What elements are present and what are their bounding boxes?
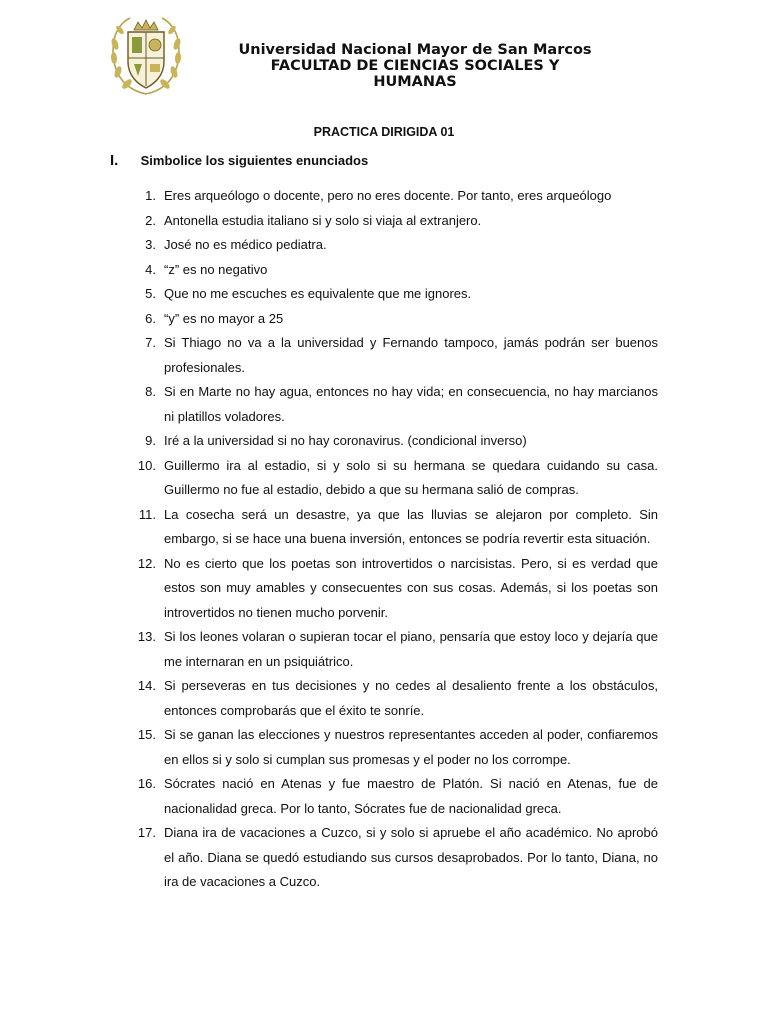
university-header <box>230 42 600 98</box>
item-number: 9. <box>145 433 156 448</box>
document-title: PRACTICA DIRIGIDA 01 <box>313 125 455 139</box>
item-number: 4. <box>145 261 156 277</box>
item-number: 12. <box>137 555 156 571</box>
list-item <box>134 772 658 821</box>
list-item <box>134 821 658 895</box>
item-number: 13. <box>137 629 156 644</box>
university-name: Universidad Nacional Mayor de San Marcos <box>238 42 592 58</box>
list-item <box>134 674 658 723</box>
item-text: Diana ira de vacaciones a Cuzco, si y solo si apruebe el año académico. No aprobó el año. Diana se quedó estudiando sus cursos desaprobados. Por lo tanto, Diana, no ira de vacaciones a Cuzco. <box>164 825 658 889</box>
faculty-name: FACULTAD DE CIENCIAS SOCIALES Y HUMANAS <box>270 58 560 90</box>
item-number: 16. <box>137 776 156 791</box>
exercise-list <box>134 184 658 895</box>
list-item <box>134 233 658 258</box>
item-text: Sócrates nació en Atenas y fue maestro de Platón. Si nació en Atenas, fue de nacionalidad greca. Por lo tanto, Sócrates fue de nacionalidad greca. <box>164 776 658 816</box>
list-item <box>134 625 658 674</box>
university-seal-icon <box>108 14 184 98</box>
item-text: Eres arqueólogo o docente, pero no eres docente. Por tanto, eres arqueólogo <box>164 188 612 203</box>
section-number: I. <box>110 152 119 169</box>
item-text: Si los leones volaran o supieran tocar el piano, pensaría que estoy loco y dejaría que me internaran en un psiquiátrico. <box>164 629 658 669</box>
item-number: 10. <box>137 457 156 473</box>
item-number: 5. <box>145 286 156 301</box>
item-text: No es cierto que los poetas son introvertidos o narcisistas. Pero, si es verdad que estos son muy amables y consecuentes con sus cosas. Además, si los poetas son introvertidos no tienen mucho porvenir. <box>164 555 658 620</box>
item-text: Iré a la universidad si no hay coronavirus. (condicional inverso) <box>164 433 527 448</box>
list-item <box>134 282 658 307</box>
item-number: 11. <box>138 506 156 522</box>
item-text: Si se ganan las elecciones y nuestros representantes acceden al poder, confiaremos en ellos si y solo si cumplan sus promesas y el poder no los corrompe. <box>164 727 658 767</box>
item-number: 6. <box>145 310 156 326</box>
item-number: 7. <box>145 335 156 350</box>
item-text: Que no me escuches es equivalente que me ignores. <box>164 286 472 301</box>
item-number: 3. <box>145 237 156 252</box>
item-text: José no es médico pediatra. <box>164 237 327 252</box>
item-number: 2. <box>145 212 156 228</box>
item-text: Si en Marte no hay agua, entonces no hay vida; en consecuencia, no hay marcianos ni platillos voladores. <box>164 384 658 424</box>
section-title: Simbolice los siguientes enunciados <box>140 153 369 168</box>
list-item <box>134 307 658 332</box>
list-item <box>134 331 658 380</box>
item-text: La cosecha será un desastre, ya que las lluvias se alejaron por completo. Sin embargo, si se hace una buena inversión, entonces se podría revertir esta situación. <box>164 506 658 546</box>
list-item <box>134 429 658 454</box>
item-text: Antonella estudia italiano si y solo si viaja al extranjero. <box>164 212 482 228</box>
section-heading <box>110 152 368 169</box>
item-number: 1. <box>145 188 156 203</box>
list-item <box>134 723 658 772</box>
item-text: Si Thiago no va a la universidad y Fernando tampoco, jamás podrán ser buenos profesionales. <box>164 335 658 375</box>
list-item <box>134 184 658 209</box>
item-text: “z” es no negativo <box>164 261 268 277</box>
item-text: “y” es no mayor a 25 <box>164 310 284 326</box>
list-item <box>134 552 658 626</box>
item-text: Guillermo ira al estadio, si y solo si su hermana se quedara cuidando su casa. Guillermo no fue al estadio, debido a que su hermana salió de compras. <box>164 457 658 497</box>
item-number: 17. <box>137 825 156 840</box>
list-item <box>134 503 658 552</box>
item-number: 14. <box>137 678 156 693</box>
item-number: 15. <box>137 727 156 742</box>
list-item <box>134 258 658 283</box>
list-item <box>134 454 658 503</box>
list-item <box>134 209 658 234</box>
item-number: 8. <box>145 384 156 399</box>
list-item <box>134 380 658 429</box>
item-text: Si perseveras en tus decisiones y no cedes al desaliento frente a los obstáculos, entonces comprobarás que el éxito te sonríe. <box>164 678 658 718</box>
